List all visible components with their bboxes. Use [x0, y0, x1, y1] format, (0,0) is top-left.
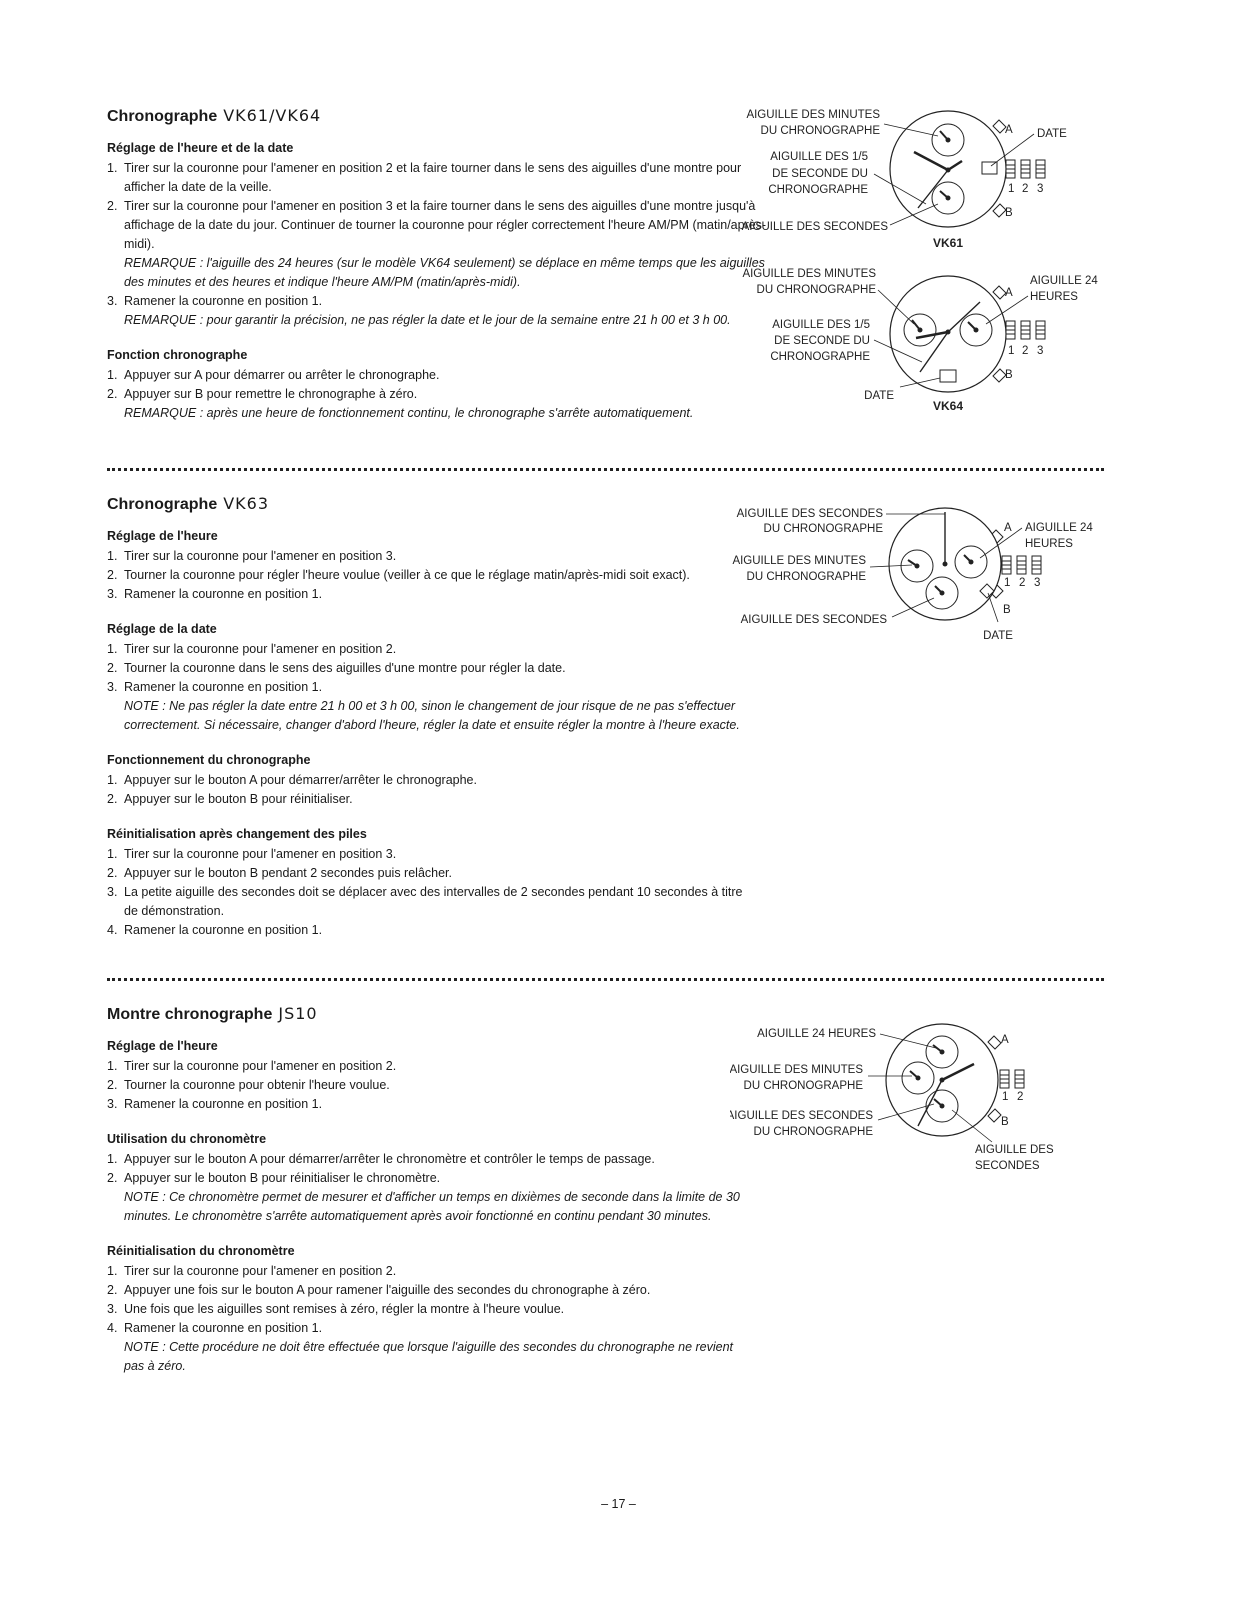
svg-text:CHRONOGRAPHE: CHRONOGRAPHE	[768, 184, 868, 196]
list-item: 2. Tourner la couronne pour régler l'heure voulue (veiller à ce que le réglage matin/après-midi soit exact).	[107, 568, 690, 582]
svg-text:3: 3	[1037, 183, 1044, 195]
list-item: 4. Ramener la couronne en position 1.	[107, 923, 323, 937]
subheading: Réglage de la date	[107, 622, 217, 636]
note: REMARQUE : après une heure de fonctionnement continu, le chronographe s'arrête automatiquement.	[124, 406, 694, 420]
list-item: 1. Tirer sur la couronne pour l'amener en position 3.	[107, 549, 397, 563]
section-js10	[107, 1004, 747, 1393]
model-caption: VK61	[932, 236, 964, 250]
list-item: 2. Appuyer sur le bouton B pour réinitialiser.	[107, 792, 353, 806]
list-item: 3. Ramener la couronne en position 1.	[107, 1097, 323, 1111]
note: NOTE : Cette procédure ne doit être effectuée que lorsque l'aiguille des secondes du chronographe ne revient pas à zéro.	[124, 1340, 734, 1373]
list-item: 1. Tirer sur la couronne pour l'amener en position 2 et la faire tourner dans le sens des aiguilles d'une montre pour afficher la date de la veille.	[107, 161, 742, 194]
list-item: 2. Appuyer sur le bouton B pour réinitialiser le chronomètre. NOTE : Ce chronomètre permet de mesurer et d'afficher un temps en dixièmes de seconde dans la limite de 30 minutes. Le chronomètre s'arrête automatiquement après avoir fonctionné en continu pendant 30 minutes.	[107, 1169, 747, 1226]
svg-text:3: 3	[1034, 577, 1041, 589]
svg-text:DU CHRONOGRAPHE: DU CHRONOGRAPHE	[760, 125, 880, 137]
instruction-list	[107, 1262, 747, 1376]
section-title: Montre chronographe JS10	[107, 1004, 318, 1023]
list-item: 3. La petite aiguille des secondes doit se déplacer avec des intervalles de 2 secondes pendant 10 secondes à titre de démonstration.	[107, 885, 743, 918]
label-seconds: AIGUILLE DES SECONDES	[741, 221, 888, 233]
label-chrono-seconds: AIGUILLE DES SECONDES	[736, 508, 883, 520]
svg-text:DU CHRONOGRAPHE: DU CHRONOGRAPHE	[743, 1080, 863, 1092]
list-item: 2. Appuyer sur le bouton B pendant 2 secondes puis relâcher.	[107, 866, 452, 880]
label-a: A	[1001, 1034, 1009, 1046]
instruction-list	[107, 1057, 747, 1114]
svg-text:2: 2	[1017, 1091, 1024, 1103]
svg-text:DE SECONDE DU: DE SECONDE DU	[774, 335, 870, 347]
svg-text:DU CHRONOGRAPHE: DU CHRONOGRAPHE	[756, 284, 876, 296]
list-item: 3. Une fois que les aiguilles sont remises à zéro, régler la montre à l'heure voulue.	[107, 1302, 565, 1316]
label-24h: AIGUILLE 24 HEURES	[757, 1028, 876, 1040]
svg-text:HEURES: HEURES	[1025, 538, 1073, 550]
page-number: – 17 –	[601, 1497, 636, 1511]
list-item: 1. Tirer sur la couronne pour l'amener en position 2.	[107, 1059, 397, 1073]
list-item: 1. Tirer sur la couronne pour l'amener en position 2.	[107, 642, 397, 656]
section-divider	[107, 468, 1104, 471]
svg-text:3: 3	[1037, 345, 1044, 357]
pusher-b	[988, 1109, 1001, 1122]
subheading: Réinitialisation du chronomètre	[107, 1244, 295, 1258]
label-b: B	[1005, 207, 1013, 219]
label-chrono-minutes: AIGUILLE DES MINUTES	[732, 555, 866, 567]
svg-text:CHRONOGRAPHE: CHRONOGRAPHE	[770, 351, 870, 363]
subheading: Réinitialisation après changement des piles	[107, 827, 367, 841]
instruction-list	[107, 845, 752, 940]
section-title: Chronographe VK63	[107, 494, 270, 513]
label-fifth-second: AIGUILLE DES 1/5	[770, 151, 868, 163]
diagram-vk64	[740, 262, 1120, 422]
watch-diagram-vk61	[740, 100, 1120, 255]
list-item: 4. Ramener la couronne en position 1. NOTE : Cette procédure ne doit être effectuée que lorsque l'aiguille des secondes du chronographe ne revient pas à zéro.	[107, 1319, 747, 1376]
section-divider	[107, 978, 1104, 981]
pusher-a	[988, 1036, 1001, 1049]
instruction-list	[107, 159, 767, 330]
section-title: Chronographe VK61/VK64	[107, 106, 322, 125]
label-date: DATE	[1037, 128, 1067, 140]
subheading: Fonctionnement du chronographe	[107, 753, 311, 767]
label-b: B	[1001, 1116, 1009, 1128]
diagram-vk63	[730, 500, 1120, 650]
crown-icon	[1002, 556, 1041, 574]
list-item: 1. Appuyer sur le bouton A pour démarrer/arrêter le chronographe.	[107, 773, 477, 787]
date-window	[940, 370, 956, 382]
label-24h: AIGUILLE 24	[1025, 522, 1093, 534]
label-a: A	[1005, 287, 1013, 299]
subheading: Utilisation du chronomètre	[107, 1132, 267, 1146]
list-item: 2. Tourner la couronne dans le sens des aiguilles d'une montre pour régler la date.	[107, 661, 566, 675]
crown-icon	[1000, 1070, 1024, 1088]
label-chrono-minutes: AIGUILLE DES MINUTES	[742, 268, 876, 280]
list-item: 3. Ramener la couronne en position 1. NOTE : Ne pas régler la date entre 21 h 00 et 3 h 00, sinon le changement de jour risque de ne pas s'effectuer correctement. Si nécessaire, changer d'abord l'heure, régler la date et ensuite régler la montre à l'heure exacte.	[107, 678, 752, 735]
label-a: A	[1005, 124, 1013, 136]
subheading: Réglage de l'heure et de la date	[107, 141, 294, 155]
note: NOTE : Ce chronomètre permet de mesurer et d'afficher un temps en dixièmes de seconde dans la limite de 30 minutes. Le chronomètre s'arrête automatiquement après avoir fonctionné en continu pendant 30 minutes.	[124, 1190, 740, 1223]
svg-text:DE SECONDE DU: DE SECONDE DU	[772, 168, 868, 180]
diagram-vk61	[740, 100, 1120, 255]
svg-text:DU CHRONOGRAPHE: DU CHRONOGRAPHE	[763, 523, 883, 535]
svg-text:1: 1	[1008, 183, 1015, 195]
diagram-js10	[730, 1018, 1120, 1178]
list-item: 2. Tirer sur la couronne pour l'amener en position 3 et la faire tourner dans le sens des aiguilles d'une montre jusqu'à affichage de la date du jour. Continuer de tourner la couronne pour régler correctement l'heure AM/PM (matin/après-midi). REMARQUE : l'aiguille des 24 heures (sur le modèle VK64 seulement) se déplace en même temps que les aiguilles des minutes et des heures et indique l'heure AM/PM (matin/après-midi).	[107, 197, 767, 292]
subheading: Fonction chronographe	[107, 348, 248, 362]
svg-text:DU CHRONOGRAPHE: DU CHRONOGRAPHE	[746, 571, 866, 583]
crown-icon	[1006, 321, 1045, 339]
label-a: A	[1004, 522, 1012, 534]
list-item: 1. Tirer sur la couronne pour l'amener en position 2.	[107, 1264, 397, 1278]
label-fifth-second: AIGUILLE DES 1/5	[772, 319, 870, 331]
label-b: B	[1003, 604, 1011, 616]
svg-text:1: 1	[1008, 345, 1015, 357]
subheading: Réglage de l'heure	[107, 1039, 218, 1053]
label-seconds: AIGUILLE DES SECONDES	[740, 614, 887, 626]
svg-text:1: 1	[1004, 577, 1011, 589]
watch-diagram-js10	[730, 1018, 1120, 1178]
list-item: 2. Appuyer une fois sur le bouton A pour ramener l'aiguille des secondes du chronographe à zéro.	[107, 1283, 651, 1297]
list-item: 3. Ramener la couronne en position 1. REMARQUE : pour garantir la précision, ne pas régler la date et le jour de la semaine entre 21 h 00 et 3 h 00.	[107, 292, 767, 330]
svg-text:SECONDES: SECONDES	[975, 1160, 1040, 1172]
label-chrono-minutes: AIGUILLE DES MINUTES	[730, 1064, 863, 1076]
list-item: 2. Tourner la couronne pour obtenir l'heure voulue.	[107, 1078, 390, 1092]
subheading: Réglage de l'heure	[107, 529, 218, 543]
watch-diagram-vk64	[740, 262, 1120, 422]
model-code: VK63	[223, 494, 270, 513]
label-24h: AIGUILLE 24	[1030, 275, 1098, 287]
note: NOTE : Ne pas régler la date entre 21 h 00 et 3 h 00, sinon le changement de jour risque de ne pas s'effectuer correctement. Si nécessaire, changer d'abord l'heure, régler la date et ensuite régler la montre à l'heure exacte.	[124, 699, 740, 732]
section-vk61-vk64	[107, 106, 767, 440]
instruction-list	[107, 1150, 747, 1226]
label-b: B	[1005, 369, 1013, 381]
note: REMARQUE : l'aiguille des 24 heures (sur le modèle VK64 seulement) se déplace en même temps que les aiguilles des minutes et des heures et indique l'heure AM/PM (matin/après-midi).	[124, 256, 765, 289]
label-date: DATE	[983, 630, 1013, 642]
note: REMARQUE : pour garantir la précision, ne pas régler la date et le jour de la semaine entre 21 h 00 et 3 h 00.	[124, 313, 731, 327]
label-chrono-minutes: AIGUILLE DES MINUTES	[746, 109, 880, 121]
list-item: 3. Ramener la couronne en position 1.	[107, 587, 323, 601]
svg-text:2: 2	[1022, 345, 1029, 357]
model-caption: VK64	[932, 399, 964, 413]
crown-icon	[1006, 160, 1045, 178]
date-window	[982, 162, 997, 174]
instruction-list	[107, 640, 752, 735]
section-vk63	[107, 494, 752, 957]
list-item: 1. Tirer sur la couronne pour l'amener en position 3.	[107, 847, 397, 861]
svg-text:2: 2	[1019, 577, 1026, 589]
label-chrono-seconds: AIGUILLE DES SECONDES	[730, 1110, 873, 1122]
list-item: 1. Appuyer sur le bouton A pour démarrer/arrêter le chronomètre et contrôler le temps de passage.	[107, 1152, 655, 1166]
svg-text:2: 2	[1022, 183, 1029, 195]
svg-text:DU CHRONOGRAPHE: DU CHRONOGRAPHE	[753, 1126, 873, 1138]
svg-text:1: 1	[1002, 1091, 1009, 1103]
model-code: VK61/VK64	[223, 106, 322, 125]
instruction-list	[107, 547, 752, 604]
list-item: 1. Appuyer sur A pour démarrer ou arrêter le chronographe.	[107, 368, 440, 382]
list-item: 2. Appuyer sur B pour remettre le chronographe à zéro. REMARQUE : après une heure de fonctionnement continu, le chronographe s'arrête automatiquement.	[107, 385, 767, 423]
label-seconds: AIGUILLE DES	[975, 1144, 1054, 1156]
watch-diagram-vk63	[730, 500, 1120, 650]
instruction-list	[107, 771, 752, 809]
instruction-list	[107, 366, 767, 423]
model-code: JS10	[278, 1004, 318, 1023]
label-date: DATE	[864, 390, 894, 402]
svg-text:HEURES: HEURES	[1030, 291, 1078, 303]
